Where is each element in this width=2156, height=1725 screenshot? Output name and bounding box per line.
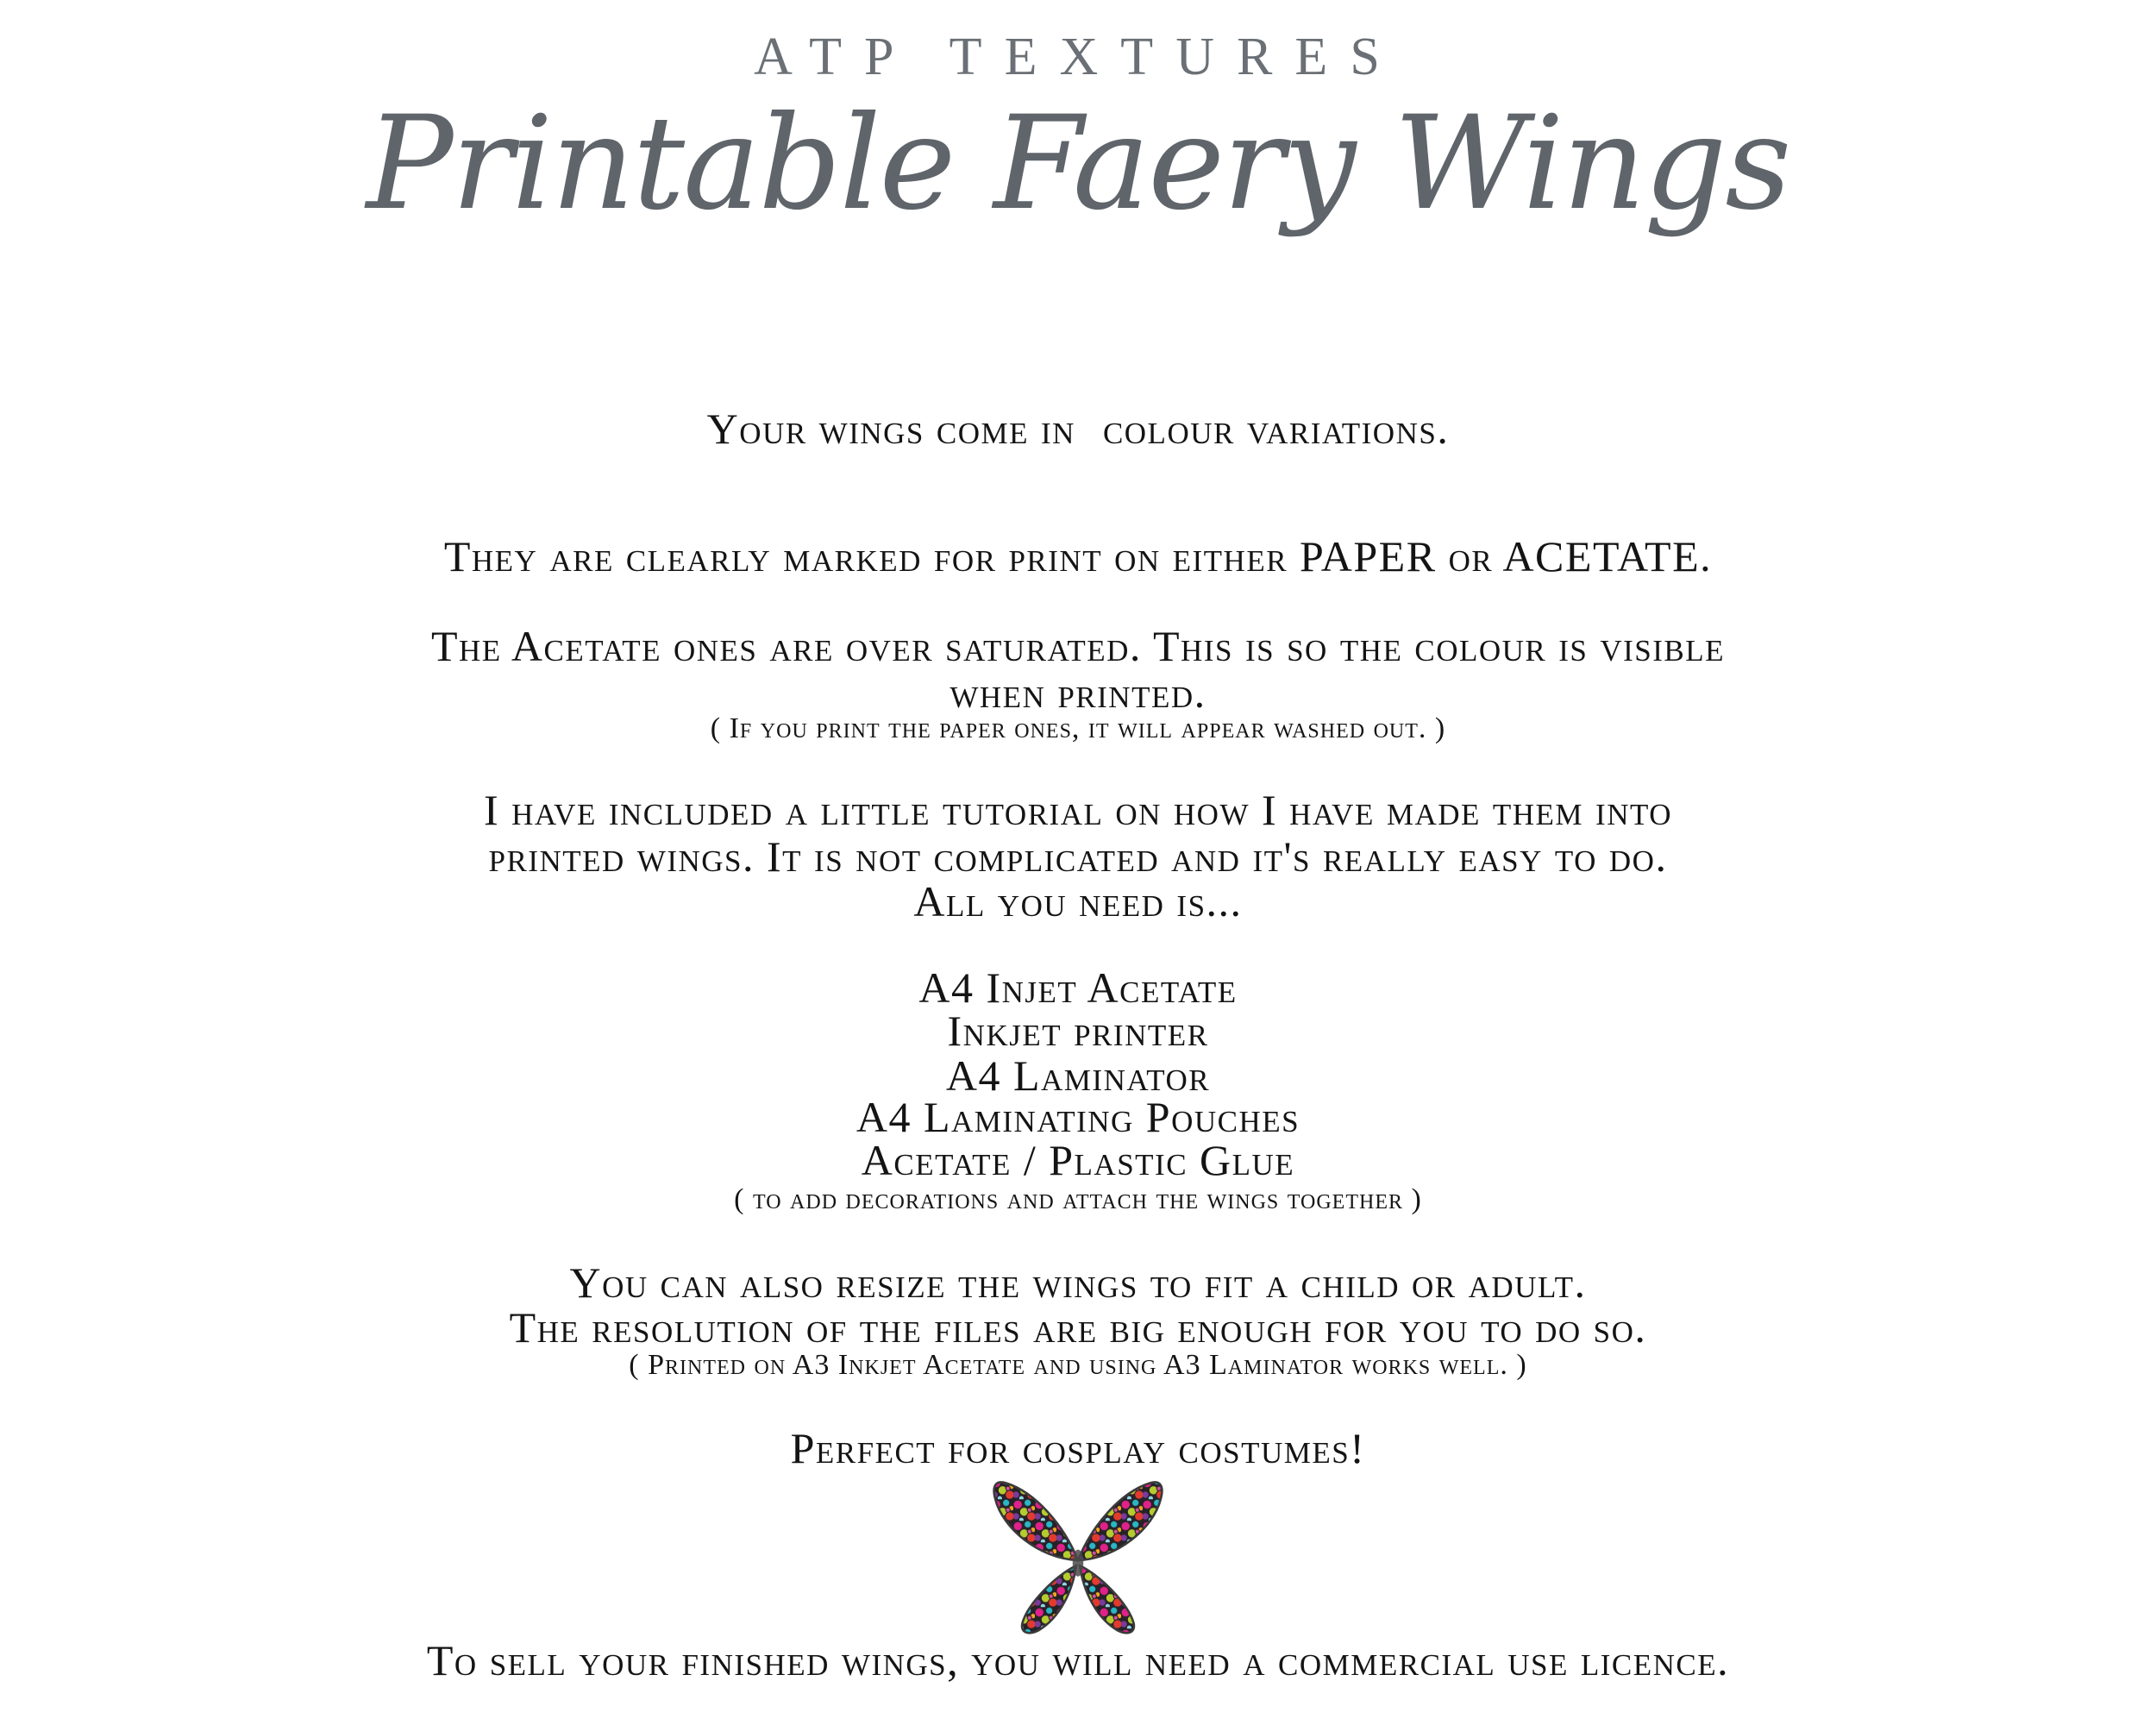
resize-line1: You can also resize the wings to fit a child or adult. (569, 1258, 1587, 1307)
faery-wings-icon (970, 1477, 1186, 1640)
supply-item: A4 Injet Acetate (918, 963, 1238, 1012)
faery-wings-image (970, 1477, 1186, 1640)
tutorial-line1: I have included a little tutorial on how I have made them into (483, 786, 1672, 834)
acetate-line2: when printed. (950, 668, 1206, 717)
supplies-note: ( to add decorations and attach the wings together ) (734, 1183, 1422, 1215)
supply-item: A4 Laminator (945, 1051, 1211, 1100)
brand-text: ATP TEXTURES (754, 28, 1402, 86)
tutorial-line2: printed wings. It is not complicated and it's really easy to do. (488, 832, 1668, 881)
acetate-line1: The Acetate ones are over saturated. This is so the colour is visible (430, 622, 1726, 670)
intro-line (0, 405, 2156, 453)
supply-item: Acetate / Plastic Glue (861, 1136, 1295, 1184)
supply-item: Inkjet printer (947, 1007, 1209, 1055)
licence-line: To sell your finished wings, you will need a commercial use licence. (426, 1636, 1730, 1684)
resize-note: ( Printed on A3 Inkjet Acetate and using A3 Laminator works well. ) (629, 1349, 1527, 1381)
cosplay-line: Perfect for cosplay costumes! (790, 1424, 1366, 1472)
page-title: Printable Faery Wings (366, 89, 1790, 239)
supply-item: A4 Laminating Pouches (856, 1093, 1300, 1141)
intro-part2: colour variations. (1102, 405, 1450, 453)
resize-line2: The resolution of the files are big enough for you to do so. (509, 1303, 1647, 1352)
acetate-note: ( If you print the paper ones, it will appear washed out. ) (710, 712, 1446, 744)
intro-part1: Your wings come in (706, 405, 1075, 453)
tutorial-line3: All you need is... (913, 877, 1243, 925)
marked-line: They are clearly marked for print on either PAPER or ACETATE. (443, 532, 1713, 580)
